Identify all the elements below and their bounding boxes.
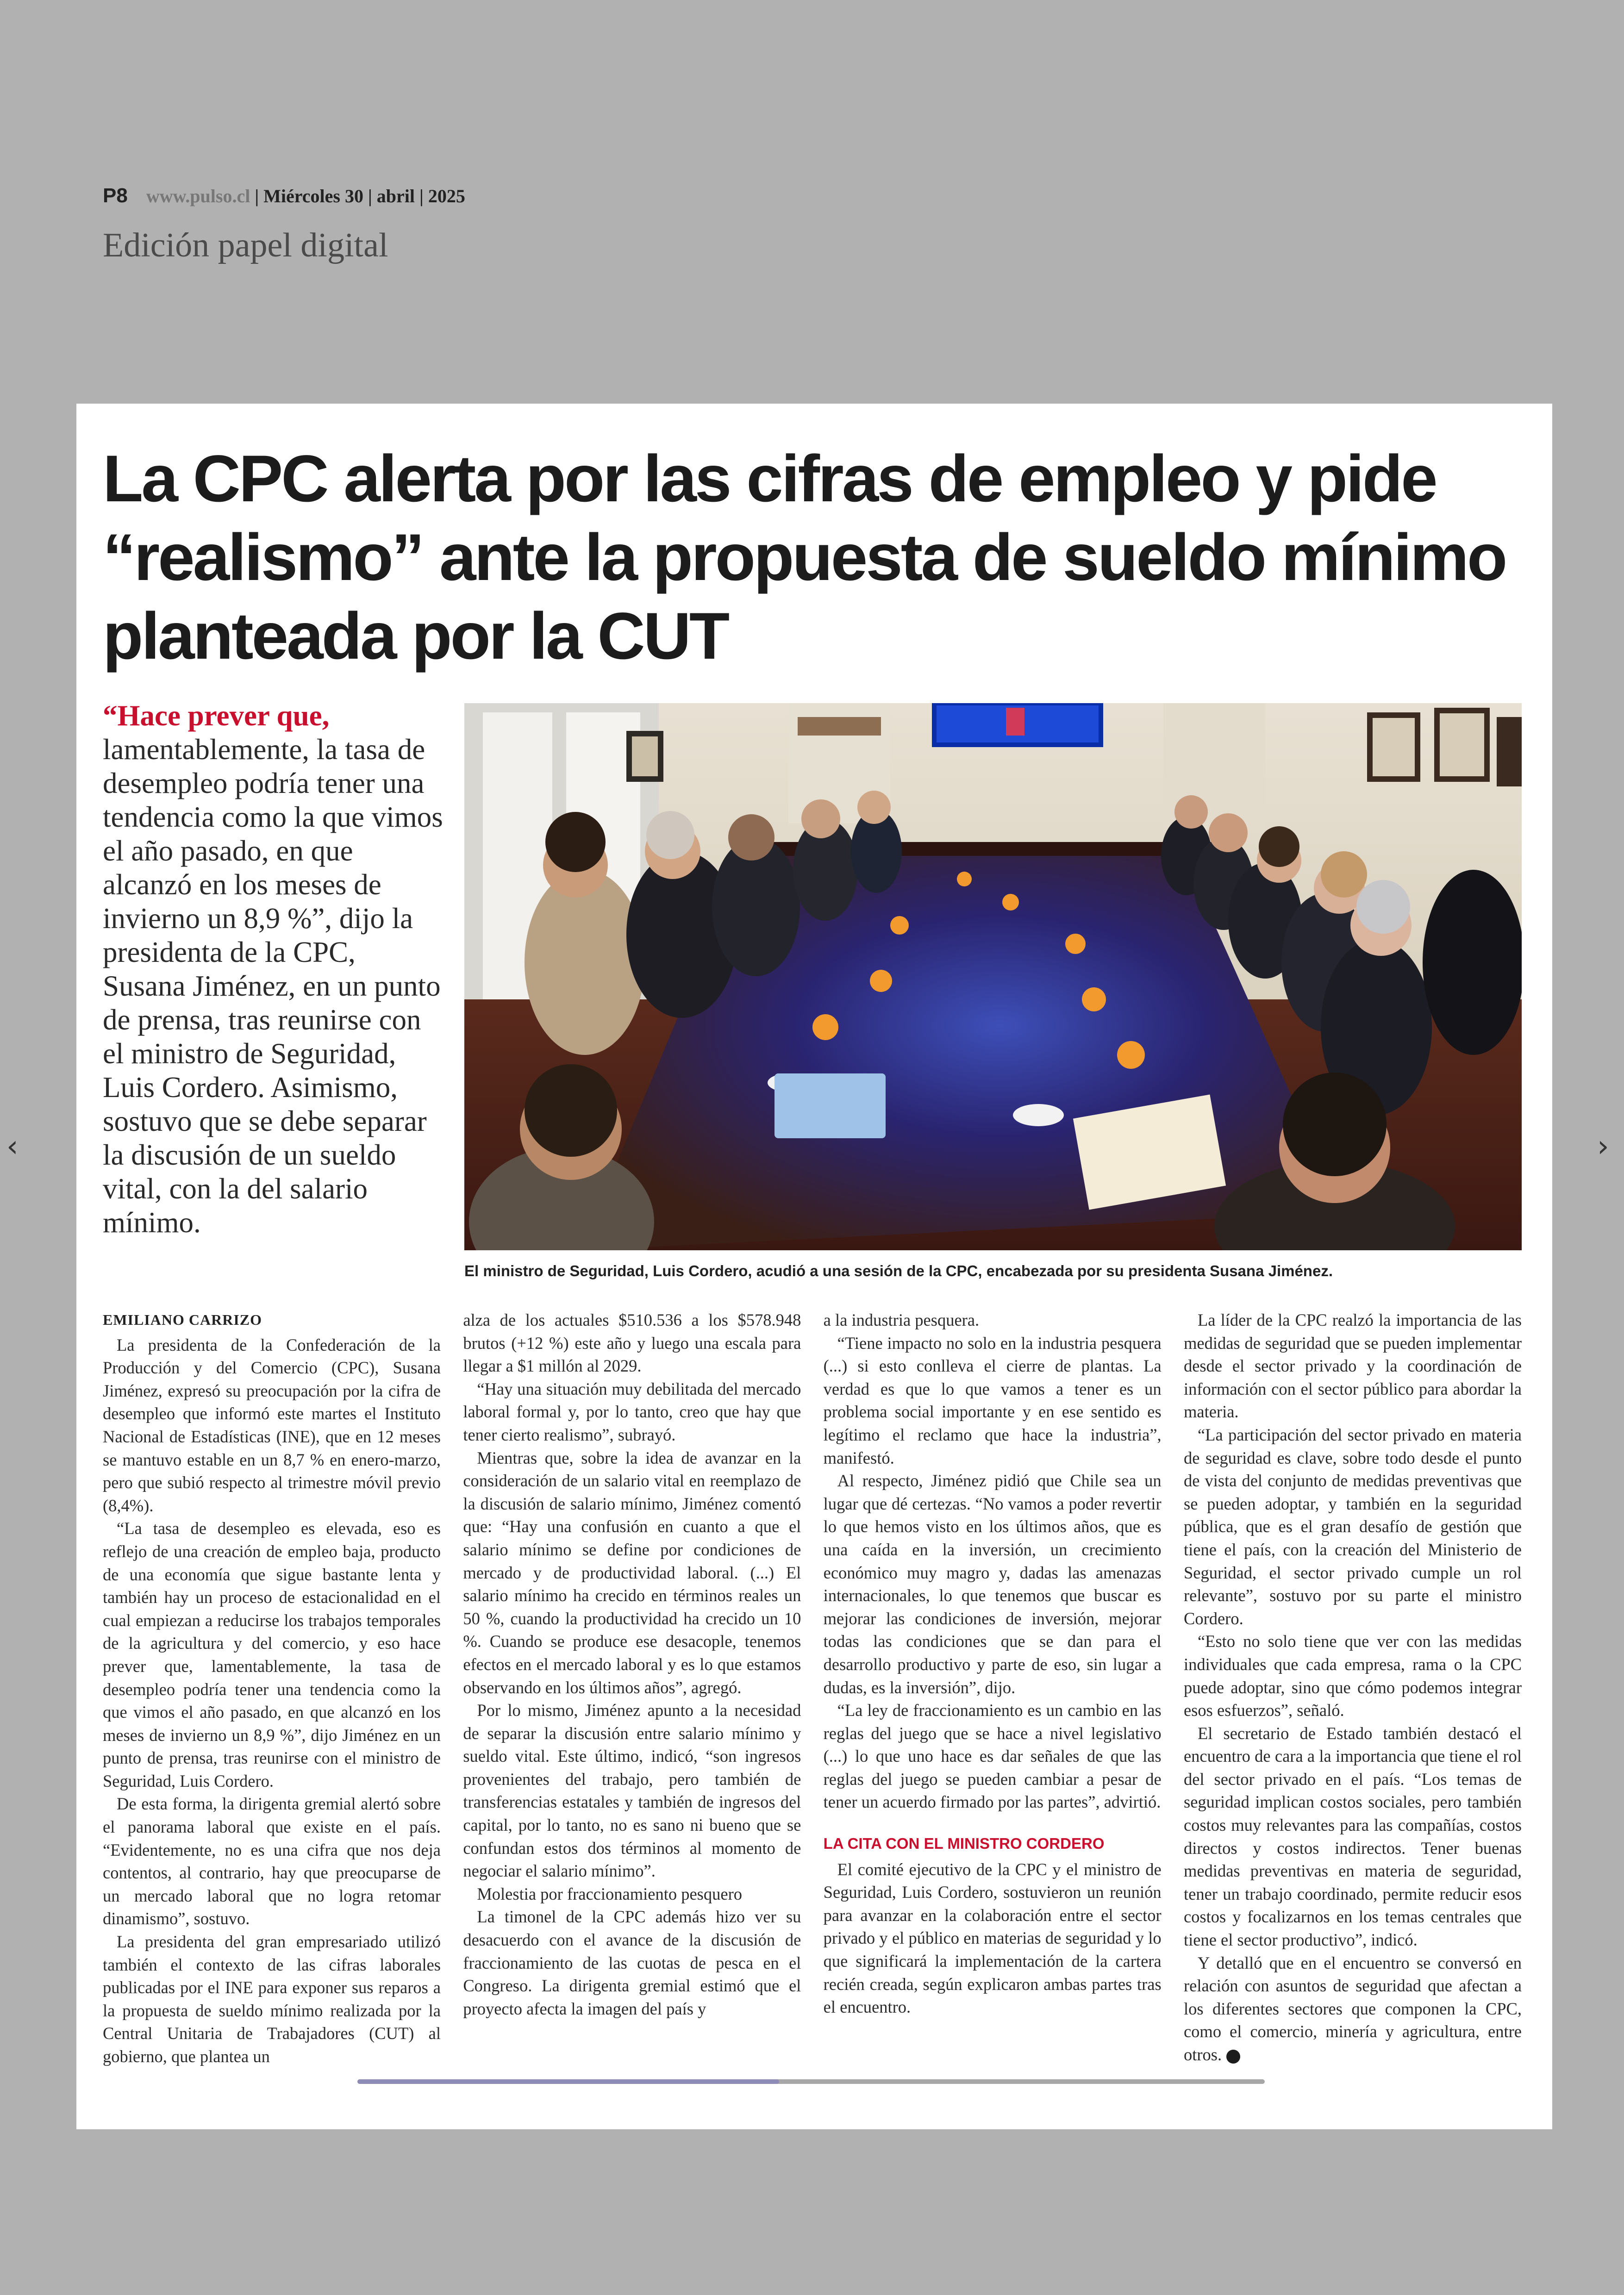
paragraph: “La tasa de desempleo es elevada, eso es reflejo de una creación de empleo baja, producto de una economía que sigue bastante lenta y también hay un proceso de estacionalidad en el cual empiezan a reducirse los trabajos temporales de la agricultura y del comercio, y eso hace prever que, lamentablemente, la tasa de desempleo podría tener una tendencia como la que vimos el año pasado, en que alcanzó en los meses de invierno un 8,9 %”, dijo Jiménez en un punto de prensa, tras reunirse con el ministro de Seguridad, Luis Cordero.	[103, 1519, 441, 1790]
paragraph: La líder de la CPC realzó la importancia de las medidas de seguridad que se pueden implementar desde el sector privado y la coordinación de información con el sector público para abordar la materia.	[1183, 1310, 1522, 1422]
article-headline: La CPC alerta por las cifras de empleo y pide “realismo” ante la propuesta de sueldo mínimo planteada por la CUT	[103, 442, 1506, 673]
separator: |	[255, 186, 259, 206]
article-photo	[464, 703, 1522, 1250]
paragraph: “La participación del sector privado en materia de seguridad es clave, sobre todo desde el punto de vista del conjunto de medidas preventivas que se pueden adoptar, y también en la seguridad pública, que es el gran desafío de gestión que tiene el país, con la creación del Ministerio de Seguridad, el sector privado cumple un rol relevante”, sostuvo por su parte el ministro Cordero.	[1183, 1425, 1522, 1628]
paragraph: El comité ejecutivo de la CPC y el ministro de Seguridad, Luis Cordero, sostuvieron un reunión para avanzar en la colaboración entre el sector privado y el público en materias de seguridad y lo que significará la implementación de la cartera recién creada, según explicaron ambas partes tras el encuentro.	[823, 1859, 1162, 2017]
paragraph: Al respecto, Jiménez pidió que Chile sea un lugar que dé certezas. “No vamos a poder revertir lo que hemos visto en los últimos años, que es una caída en la inversión, un crecimiento económico muy magro y, dadas las amenazas internacionales, lo que tenemos que buscar es mejorar las condiciones de inversión, mejorar todas las condiciones que se dan para el desarrollo productivo y parte de eso, sin lugar a dudas, es la inversión”, dijo.	[823, 1471, 1162, 1697]
paragraph-text: Y detalló que en el encuentro se conversó en relación con asuntos de seguridad que afectan a los diferentes sectores que componen la CPC, como el comercio, minería y agricultura, entre otros.	[1183, 1953, 1522, 2064]
date-day: Miércoles 30	[263, 186, 363, 206]
subheading: Molestia por fraccionamiento pesquero	[477, 1884, 742, 1903]
page-header	[103, 184, 465, 207]
byline: EMILIANO CARRIZO	[103, 1311, 262, 1328]
paragraph: alza de los actuales $510.536 a los $578.948 brutos (+12 %) este año y luego una escala para llegar a $1 millón al 2029.	[463, 1310, 801, 1376]
paragraph: “La ley de fraccionamiento es un cambio en las reglas del juego que se hace a nivel legislativo (...) lo que uno hace es dar señales de que las reglas del juego se pueden cambiar a pesar de tener un acuerdo firmado por las partes”, advirtió.	[823, 1701, 1162, 1812]
reading-progress-bar[interactable]	[357, 2079, 1265, 2084]
paragraph: La presidenta de la Confederación de la Producción y del Comercio (CPC), Susana Jiménez, expresó su preocupación por la cifra de desempleo que informó este martes el Instituto Nacional de Estadísticas (INE), que en 12 meses se mantuvo estable en un 8,7 % en enero-marzo, pero que subió respecto al trimestre móvil previo (8,4%).	[103, 1335, 441, 1515]
paragraph: Mientras que, sobre la idea de avanzar en la consideración de un salario vital en reemplazo de la discusión de salario mínimo, Jiménez comentó que: “Hay una confusión en cuanto a que el salario mínimo se define por condiciones de mercado y de productividad laboral. (...) El salario mínimo ha crecido en términos reales un 50 %, cuando la productividad ha crecido un 10 %. Cuando se produce ese desacople, tenemos efectos en el mercado laboral y es lo que estamos observando en los últimos años”, agregó.	[463, 1448, 801, 1697]
newspaper-page	[76, 404, 1552, 2129]
paragraph: De esta forma, la dirigenta gremial alertó sobre el panorama laboral que existe en el país. “Evidentemente, no es una cifra que nos deja contentos, al contrario, hay que preocuparse de un mercado laboral que no logra retomar dinamismo”, sostuvo.	[103, 1794, 441, 1928]
paragraph: La presidenta del gran empresariado utilizó también el contexto de las cifras laborales publicadas por el INE para exponer sus reparos a la propuesta de sueldo mínimo realizada por la Central Unitaria de Trabajadores (CUT) al gobierno, que plantea un	[103, 1932, 441, 2066]
pullquote-body: lamentablemente, la tasa de desempleo podría tener una tendencia como la que vimos el año pasado, en que alcanzó en los meses de invierno un 8,9 %”, dijo la presidenta de la CPC, Susana Jiménez, en un punto de prensa, tras reunirse con el ministro de Seguridad, Luis Cordero. Asimismo, sostuvo que se debe separar la discusión de un sueldo vital, con la del salario mínimo.	[103, 733, 443, 1239]
header-line	[103, 184, 465, 207]
article-body	[103, 1309, 1522, 2105]
paragraph: “Tiene impacto no solo en la industria pesquera (...) si esto conlleva el cierre de plantas. La verdad es que lo que vamos a tener es un problema social importante y en ese sentido es legítimo el reclamo que hace la industria”, manifestó.	[823, 1333, 1162, 1467]
paragraph: El secretario de Estado también destacó el encuentro de cara a la importancia que tiene el rol del sector privado en el país. “Los temas de seguridad implican costos sociales, pero también costos muy relevantes para las compañías, costos directos y costos indirectos. Tener buenas medidas preventivas en materia de seguridad, tener un trabajo coordinado, permite reducir esos costos y focalizarnos en los temas centrales que tiene el sector productivo”, indicó.	[1183, 1723, 1522, 1950]
section-subheading: LA CITA CON EL MINISTRO CORDERO	[823, 1835, 1105, 1852]
paragraph: “Hay una situación muy debilitada del mercado laboral formal y, por lo tanto, creo que hay que tener cierto realismo”, subrayó.	[463, 1379, 801, 1444]
paragraph: La timonel de la CPC además hizo ver su desacuerdo con el avance de la discusión de fraccionamiento de las cuotas de pesca en el Congreso. La dirigenta gremial estimó que el proyecto afecta la imagen del país y	[463, 1907, 801, 2018]
paragraph: a la industria pesquera.	[823, 1310, 980, 1329]
reading-progress-fill	[357, 2079, 779, 2084]
edition-label: Edición papel digital	[103, 226, 388, 264]
chevron-left-icon[interactable]: ‹	[6, 1129, 19, 1164]
separator: |	[419, 186, 424, 206]
photo-caption: El ministro de Seguridad, Luis Cordero, acudió a una sesión de la CPC, encabezada por su presidenta Susana Jiménez.	[464, 1262, 1333, 1279]
paragraph: Por lo mismo, Jiménez apunto a la necesidad de separar la discusión entre salario mínimo y sueldo vital. Este último, indicó, “son ingresos provenientes del trabajo, pero también de transferencias estatales y también de ingresos del capital, por lo tanto, no es sano ni bueno que se confundan estos dos términos al momento de negociar el salario mínimo”.	[463, 1701, 801, 1881]
article-column-3	[824, 1309, 1162, 2105]
paragraph: “Esto no solo tiene que ver con las medidas individuales que cada empresa, rama o la CPC puede adoptar, sino que cómo podemos integrar esos esfuerzos”, señaló.	[1183, 1632, 1522, 1720]
pullquote-lead: “Hace prever que,	[103, 699, 330, 732]
paragraph	[1184, 1952, 1522, 2066]
separator: |	[368, 186, 372, 206]
article-column-4	[1184, 1309, 1522, 2105]
article-column-1	[103, 1309, 441, 2105]
site-url[interactable]: www.pulso.cl	[146, 186, 250, 206]
article-column-2	[463, 1309, 801, 2105]
date-year: 2025	[428, 186, 465, 206]
date-month: abril	[376, 186, 415, 206]
end-mark-icon	[1226, 2050, 1240, 2064]
pullquote	[103, 699, 445, 1240]
meeting-photo-illustration	[464, 703, 1522, 1250]
chevron-right-icon[interactable]: ›	[1597, 1129, 1609, 1164]
page-number: P8	[103, 184, 128, 207]
